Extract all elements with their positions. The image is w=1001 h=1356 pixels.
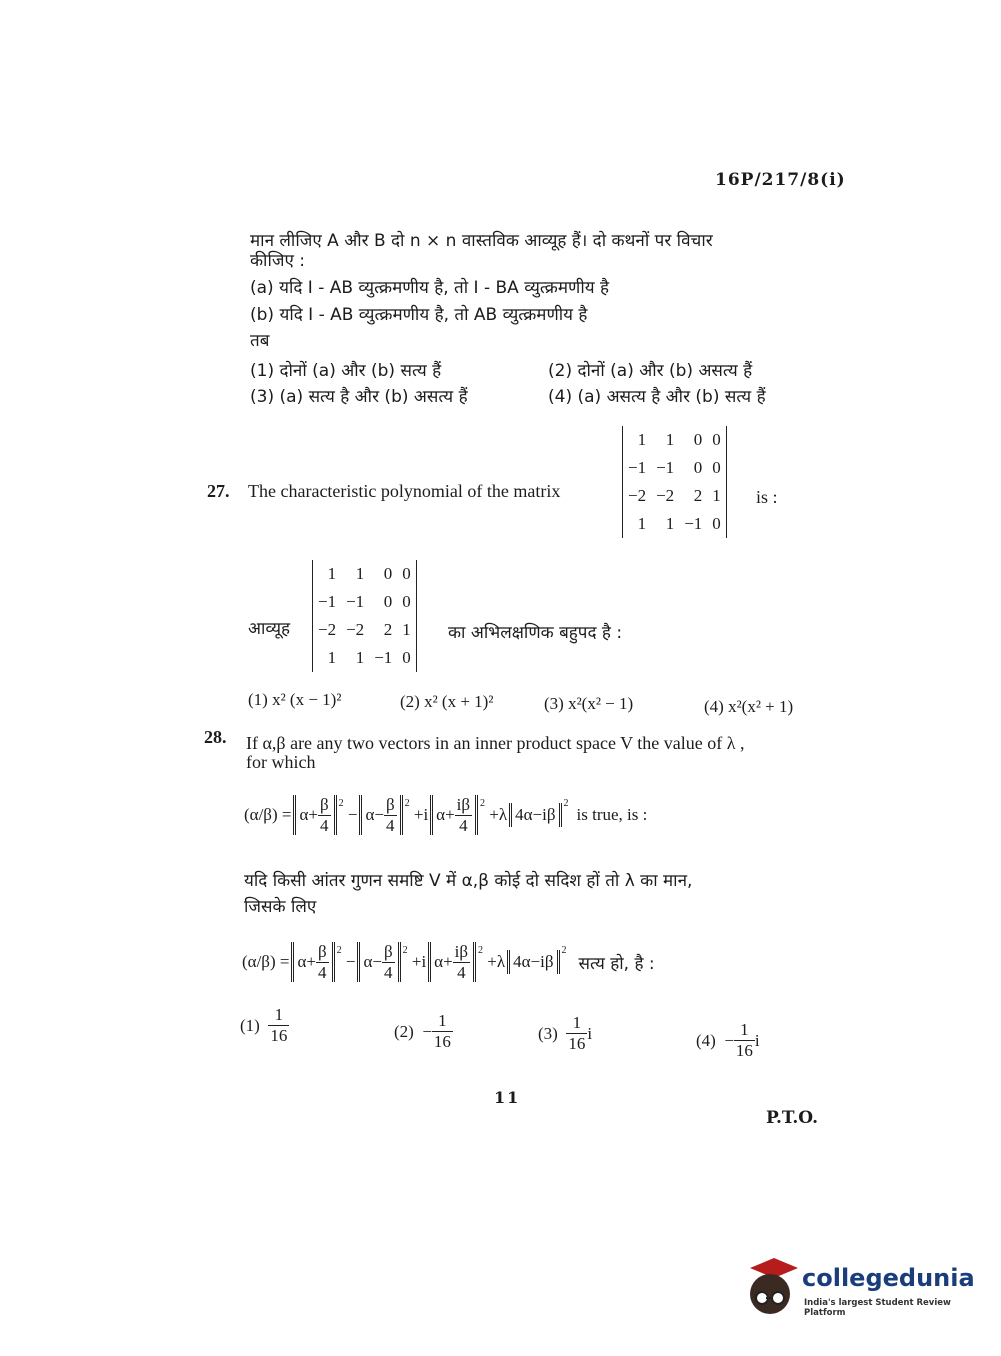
matrix-hi-cell: 1: [355, 564, 365, 583]
norm-term-4: 4α−iβ: [509, 803, 561, 827]
q26-option-1: (1) दोनों (a) और (b) सत्य हैं: [250, 361, 442, 381]
matrix-en-cell: 0: [712, 430, 721, 449]
page-number: 11: [494, 1088, 521, 1107]
matrix-en-cell: −1: [628, 458, 647, 477]
q27-option-3: (3) x²(x² − 1): [544, 694, 634, 713]
matrix-hi-cell: −1: [374, 648, 393, 667]
q28-option-1: (1) $\frac{1}{16}$: [240, 1005, 288, 1045]
brand-tagline: India's largest Student Review Platform: [804, 1298, 951, 1318]
matrix-hi-row: [313, 588, 417, 616]
q26-intro-line2: कीजिए :: [250, 251, 306, 271]
pto-label: P.T.O.: [766, 1108, 818, 1128]
q28-formula-hi: (α/β) = α+ $\frac{\beta}{4}$ 2 − α− $\frac{\beta}{4}$ 2 +i α+ $\frac{i\beta}{4}$ 2 +λ 4α−iβ 2 सत्य हो, है :: [242, 941, 655, 982]
q28-option-2: (2) − $\frac{1}{16}$: [394, 1011, 451, 1051]
matrix-en-row: [623, 510, 727, 538]
q27-number: 27.: [207, 481, 230, 501]
q26-then: तब: [250, 331, 270, 351]
matrix-en-cell: 0: [693, 430, 703, 449]
collegedunia-logo: [740, 1250, 975, 1320]
matrix-en-cell: 1: [712, 486, 721, 505]
matrix-hi-row: [313, 560, 417, 588]
matrix-en-cell: 1: [637, 430, 647, 449]
q28-text-en-line1: If α,β are any two vectors in an inner product space V the value of λ ,: [246, 733, 745, 753]
q28-text-hi-line2: जिसके लिए: [244, 897, 317, 917]
norm-term-2: α− $\frac{\beta}{4}$: [359, 795, 402, 835]
matrix-en-cell: 1: [665, 514, 675, 533]
matrix-en-row: [623, 454, 727, 482]
matrix-en-cell: −1: [656, 458, 675, 477]
matrix-hi-cell: 0: [402, 592, 411, 611]
q28-formula-suffix-en: is true, is :: [576, 805, 648, 824]
q26-statement-b: (b) यदि I - AB व्युत्क्रमणीय है, तो AB व्युत्क्रमणीय है: [250, 305, 588, 325]
matrix-hi-cell: 0: [383, 564, 393, 583]
matrix-en-row: [623, 426, 727, 454]
q27-option-4: (4) x²(x² + 1): [704, 697, 794, 716]
norm-term-1: α+ $\frac{\beta}{4}$: [293, 795, 336, 835]
q27-question-hi-prefix: आव्यूह: [248, 619, 291, 639]
matrix-hi-cell: −1: [346, 592, 365, 611]
q27-matrix-hi: [312, 560, 417, 672]
q28-option-4: (4) − $\frac{1}{16}$ i: [696, 1020, 760, 1060]
matrix-hi-row: [313, 616, 417, 644]
matrix-en-cell: 0: [712, 514, 721, 533]
paper-code: 16P/217/8(i): [715, 170, 846, 190]
q26-option-3: (3) (a) सत्य है और (b) असत्य हैं: [250, 387, 468, 407]
q27-option-1: (1) x² (x − 1)²: [248, 690, 342, 709]
matrix-hi-cell: 2: [383, 620, 393, 639]
matrix-hi-cell: 0: [383, 592, 393, 611]
matrix-en-cell: 1: [665, 430, 675, 449]
matrix-hi-cell: −2: [318, 620, 337, 639]
matrix-hi-cell: 0: [402, 564, 411, 583]
matrix-hi-cell: −1: [318, 592, 337, 611]
matrix-en-cell: −1: [684, 514, 703, 533]
q28-number: 28.: [204, 727, 227, 747]
mascot-icon: [740, 1250, 800, 1320]
matrix-en-cell: 1: [637, 514, 647, 533]
matrix-hi-cell: 1: [327, 564, 337, 583]
matrix-en-cell: −2: [656, 486, 675, 505]
matrix-hi-cell: −2: [346, 620, 365, 639]
matrix-hi-cell: 1: [402, 620, 411, 639]
q26-statement-a: (a) यदि I - AB व्युत्क्रमणीय है, तो I - BA व्युत्क्रमणीय है: [250, 278, 610, 298]
norm-term-3: α+ $\frac{i\beta}{4}$: [430, 795, 478, 835]
q26-intro-line1: मान लीजिए A और B दो n × n वास्तविक आव्यूह हैं। दो कथनों पर विचार: [250, 231, 713, 251]
matrix-en-cell: −2: [628, 486, 647, 505]
q27-question-en: The characteristic polynomial of the matrix: [248, 481, 561, 501]
matrix-en-cell: 0: [712, 458, 721, 477]
q27-matrix-en: [622, 426, 727, 538]
brand-name: collegedunia: [802, 1264, 975, 1292]
matrix-hi-row: [313, 644, 417, 672]
matrix-en-row: [623, 482, 727, 510]
matrix-hi-cell: 0: [402, 648, 411, 667]
q27-question-hi-suffix: का अभिलक्षणिक बहुपद है :: [448, 623, 623, 643]
matrix-en-cell: 2: [693, 486, 703, 505]
q28-formula-suffix-hi: सत्य हो, है :: [578, 953, 655, 974]
q26-option-4: (4) (a) असत्य है और (b) सत्य हैं: [548, 387, 766, 407]
q27-option-2: (2) x² (x + 1)²: [400, 692, 494, 711]
q26-option-2: (2) दोनों (a) और (b) असत्य हैं: [548, 361, 753, 381]
matrix-hi-cell: 1: [355, 648, 365, 667]
q28-text-hi-line1: यदि किसी आंतर गुणन समष्टि V में α,β कोई दो सदिश हों तो λ का मान,: [244, 871, 693, 891]
matrix-hi-cell: 1: [327, 648, 337, 667]
q28-formula-en: (α/β) = α+ $\frac{\beta}{4}$ 2 − α− $\frac{\beta}{4}$ 2 +i α+ $\frac{i\beta}{4}$ 2 +λ 4α−iβ 2 is true, is :: [244, 794, 648, 835]
matrix-en-cell: 0: [693, 458, 703, 477]
q28-text-en-line2: for which: [246, 752, 316, 772]
q27-suffix-en: is :: [756, 487, 778, 507]
q28-option-3: (3) $\frac{1}{16}$ i: [538, 1013, 593, 1053]
